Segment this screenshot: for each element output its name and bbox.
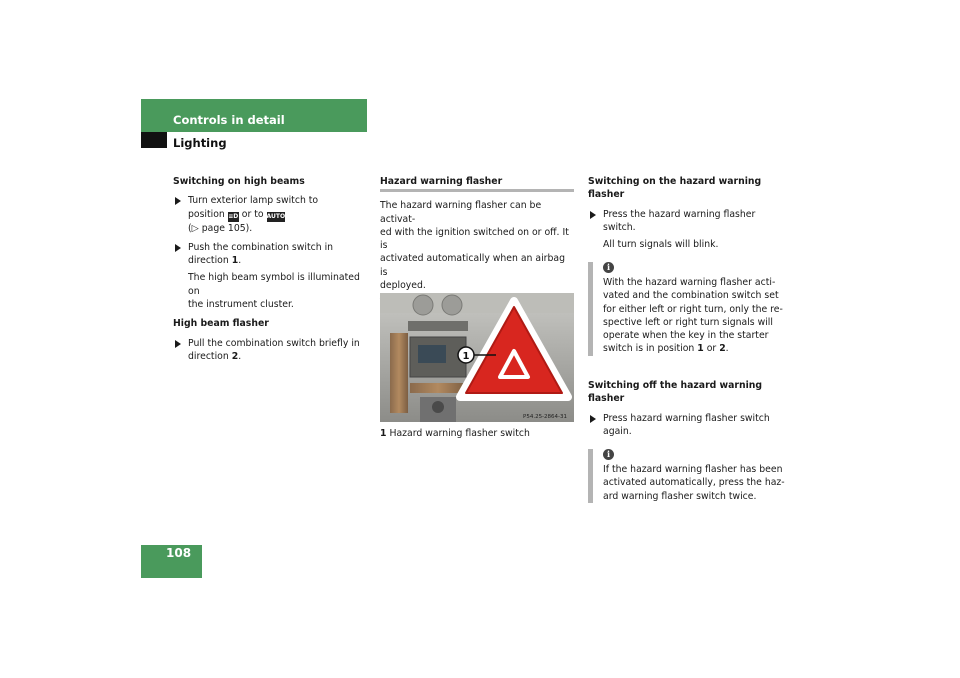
flasher-heading: High beam flasher [173, 318, 269, 330]
column-left [173, 175, 368, 363]
photo-code: P54.25-2864-31 [523, 414, 568, 420]
high-beams-heading: Switching on high beams [173, 176, 305, 187]
switching-off-heading: Switching off the hazard warning [588, 380, 763, 391]
step-press-again: Press hazard warning flasher switch again. [588, 412, 788, 439]
column-middle: Hazard warning flasher The hazard warning flasher can be activat- ed with the ignition switched on or off. It is activated automatically when an airbag is deployed. [380, 175, 574, 323]
info-note-airbag: i If the hazard warning flasher has been activated automatically, press the haz- ard warning flasher switch twice. [588, 449, 791, 503]
auto-key-icon: AUTO [266, 212, 286, 220]
center-console-photo [380, 293, 574, 422]
column-right: Switching on the hazard warning flasher Press the hazard warning flasher switch. All turn signals will blink. [588, 175, 788, 251]
bullet-arrow-icon [175, 197, 181, 205]
bullet-arrow-icon [590, 211, 596, 219]
info-icon: i [603, 449, 614, 460]
subsection-title: Lighting [173, 136, 227, 150]
section-title: Controls in detail [173, 113, 285, 127]
subsection-marker [141, 132, 167, 148]
bullet-arrow-icon [175, 244, 181, 252]
photo-caption: 1 Hazard warning flasher switch [380, 428, 530, 439]
step-press-switch: Press the hazard warning flasher switch. All turn signals will blink. [588, 208, 788, 252]
switching-on-heading: Switching on the hazard warning [588, 176, 762, 187]
page-reference: (▷ page 105). [188, 222, 253, 234]
switching-off-section: Switching off the hazard warning flasher Press hazard warning flasher switch again. [588, 379, 788, 438]
hazard-heading: Hazard warning flasher [380, 175, 574, 192]
photo-callout-label: 1 [462, 351, 470, 362]
bullet-arrow-icon [590, 415, 596, 423]
step-push-switch: Push the combination switch in direction 1. The high beam symbol is illuminated on the instrument cluster. [173, 241, 368, 311]
bullet-arrow-icon [175, 340, 181, 348]
info-note-turn-signals: i With the hazard warning flasher acti- vated and the combination switch set for either left or right turn, only the re- spective left or right turn signals will operate when the key in the starter switch is in position 1 or 2. [588, 262, 791, 356]
step-turn-switch: Turn exterior lamp switch to position ≡D or to AUTO (▷ page 105). [173, 194, 368, 235]
high-beam-icon: ≡D [228, 212, 239, 220]
step-pull-switch: Pull the combination switch briefly in direction 2. [173, 337, 368, 364]
info-icon: i [603, 262, 614, 273]
page-number: 108 [166, 546, 192, 560]
